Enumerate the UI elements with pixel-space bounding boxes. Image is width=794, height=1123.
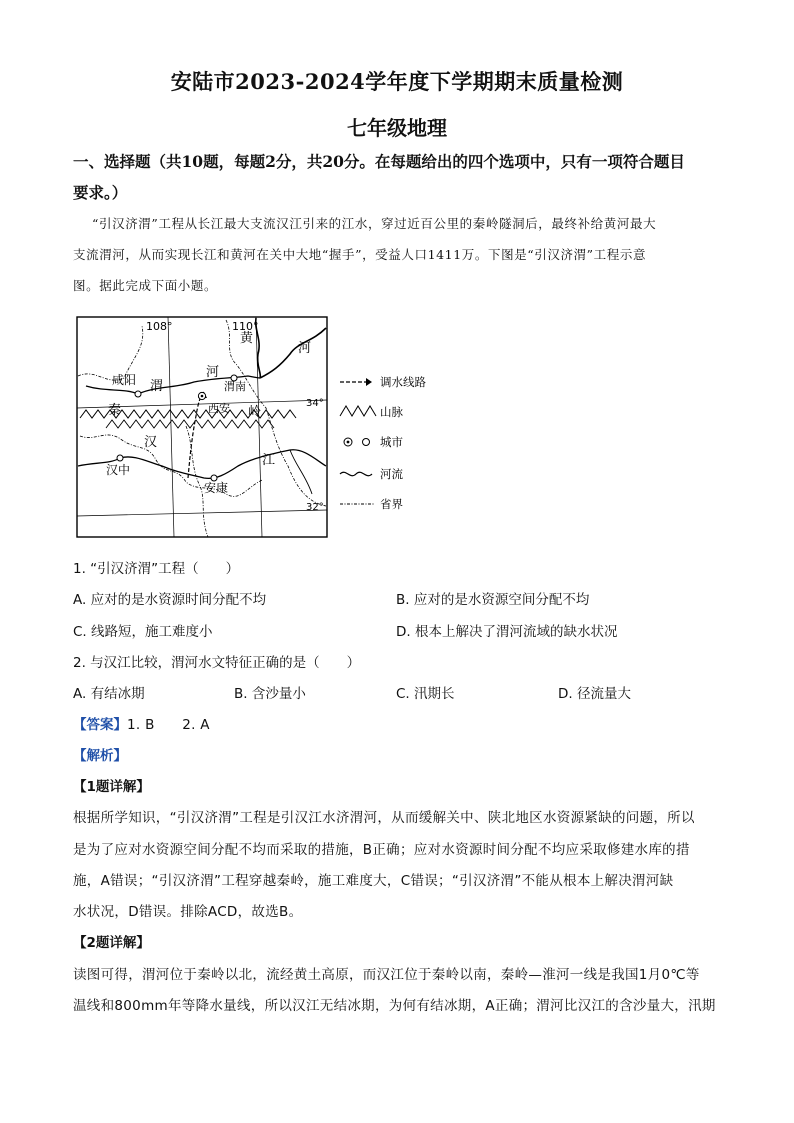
legend-label-route: 调水线路: [380, 375, 426, 389]
lat-32: 32°: [306, 502, 324, 513]
q2-analysis-line-1: 读图可得，渭河位于秦岭以北，流经黄土高原，而汉江位于秦岭以南，秦岭—淮河一线是我国1月0℃等: [73, 967, 700, 983]
map-legend: [338, 372, 448, 522]
q1-analysis-line-2: 是为了应对水资源空间分配不均而采取的措施，B正确；应对水资源时间分配不均应采取修建水库的措: [73, 842, 690, 858]
city-xianyang: [135, 391, 141, 397]
intro-line-1: “引汉济渭”工程从长江最大支流汉江引来的江水，穿过近百公里的秦岭隧洞后，最终补给黄河最大: [92, 216, 657, 231]
page-subtitle: 七年级地理: [347, 116, 447, 140]
analysis-label: 【解析】: [73, 748, 127, 764]
intro-line-2: 支流渭河，从而实现长江和黄河在关中大地“握手”，受益人口1411万。下图是“引汉济渭”工程示意: [73, 247, 647, 262]
label-jiang: 江: [262, 453, 276, 468]
q1-option-d[interactable]: D. 根本上解决了渭河流域的缺水状况: [396, 624, 618, 640]
q1-analysis-line-3: 施，A错误；“引汉济渭”工程穿越秦岭，施工难度大，C错误；“引汉济渭”不能从根本上解决渭河缺: [73, 873, 674, 889]
answer-value: 1. B 2. A: [127, 717, 210, 733]
q1-option-b[interactable]: B. 应对的是水资源空间分配不均: [396, 592, 590, 608]
q2-option-b[interactable]: B. 含沙量小: [234, 686, 306, 702]
label-xianyang: 咸阳: [112, 373, 137, 387]
city-icon: [344, 438, 370, 446]
label-qin: 秦: [108, 403, 122, 418]
label-wei: 渭: [150, 379, 164, 394]
legend-label-border: 省界: [380, 497, 403, 511]
q2-option-c[interactable]: C. 汛期长: [396, 686, 455, 702]
q1-analysis-heading: 【1题详解】: [73, 779, 150, 795]
legend-label-mountain: 山脉: [380, 405, 403, 419]
mountain-icon: [340, 406, 376, 416]
lon-108: 108°: [146, 320, 173, 333]
page-title: 安陆市2023-2024学年度下学期期末质量检测: [170, 69, 624, 94]
q2-option-d[interactable]: D. 径流量大: [558, 686, 631, 702]
answer-block: [73, 713, 210, 733]
label-hanzhong: 汉中: [106, 463, 131, 477]
label-han: 汉: [144, 435, 158, 450]
label-ankang: 安康: [204, 481, 229, 495]
arrow-dashed-icon: [340, 378, 372, 386]
lat-34: 34°: [306, 398, 324, 409]
answer-label: 【答案】: [73, 717, 127, 733]
intro-line-3: 图。据此完成下面小题。: [73, 278, 218, 293]
analysis-block: [73, 744, 127, 764]
q1-analysis-line-1: 根据所学知识，“引汉济渭”工程是引汉江水济渭河，从而缓解关中、陕北地区水资源紧缺的问题，所以: [73, 810, 695, 826]
lon-110: 110°: [232, 320, 259, 333]
label-he-wei: 河: [206, 365, 220, 380]
q2-analysis-line-2: 温线和800mm年等降水量线，所以汉江无结冰期，为何有结冰期，A正确；渭河比汉江的含沙量大，汛期: [73, 998, 716, 1014]
q2-option-a[interactable]: A. 有结冰期: [73, 686, 145, 702]
section-heading: 一、选择题（共10题，每题2分，共20分。在每题给出的四个选项中，只有一项符合题目: [73, 152, 685, 171]
q1-option-c[interactable]: C. 线路短，施工难度小: [73, 624, 213, 640]
q1-option-a[interactable]: A. 应对的是水资源时间分配不均: [73, 592, 267, 608]
legend-label-river: 河流: [380, 467, 403, 481]
label-he-huang: 河: [298, 341, 312, 356]
city-hanzhong: [117, 455, 123, 461]
project-map: [76, 316, 328, 538]
section-heading-cont: 要求。）: [73, 183, 128, 202]
q2-stem: 2. 与汉江比较，渭河水文特征正确的是（ ）: [73, 655, 361, 671]
legend-label-city: 城市: [380, 435, 403, 449]
label-huang: 黄: [240, 331, 254, 346]
label-ling: 岭: [248, 405, 262, 420]
river-icon: [340, 472, 372, 475]
label-weinan: 渭南: [224, 380, 246, 393]
q1-stem: 1. “引汉济渭”工程（ ）: [73, 561, 240, 577]
q1-analysis-line-4: 水状况，D错误。排除ACD，故选B。: [73, 904, 303, 920]
label-xian: 西安: [208, 402, 230, 415]
q2-analysis-heading: 【2题详解】: [73, 935, 150, 951]
